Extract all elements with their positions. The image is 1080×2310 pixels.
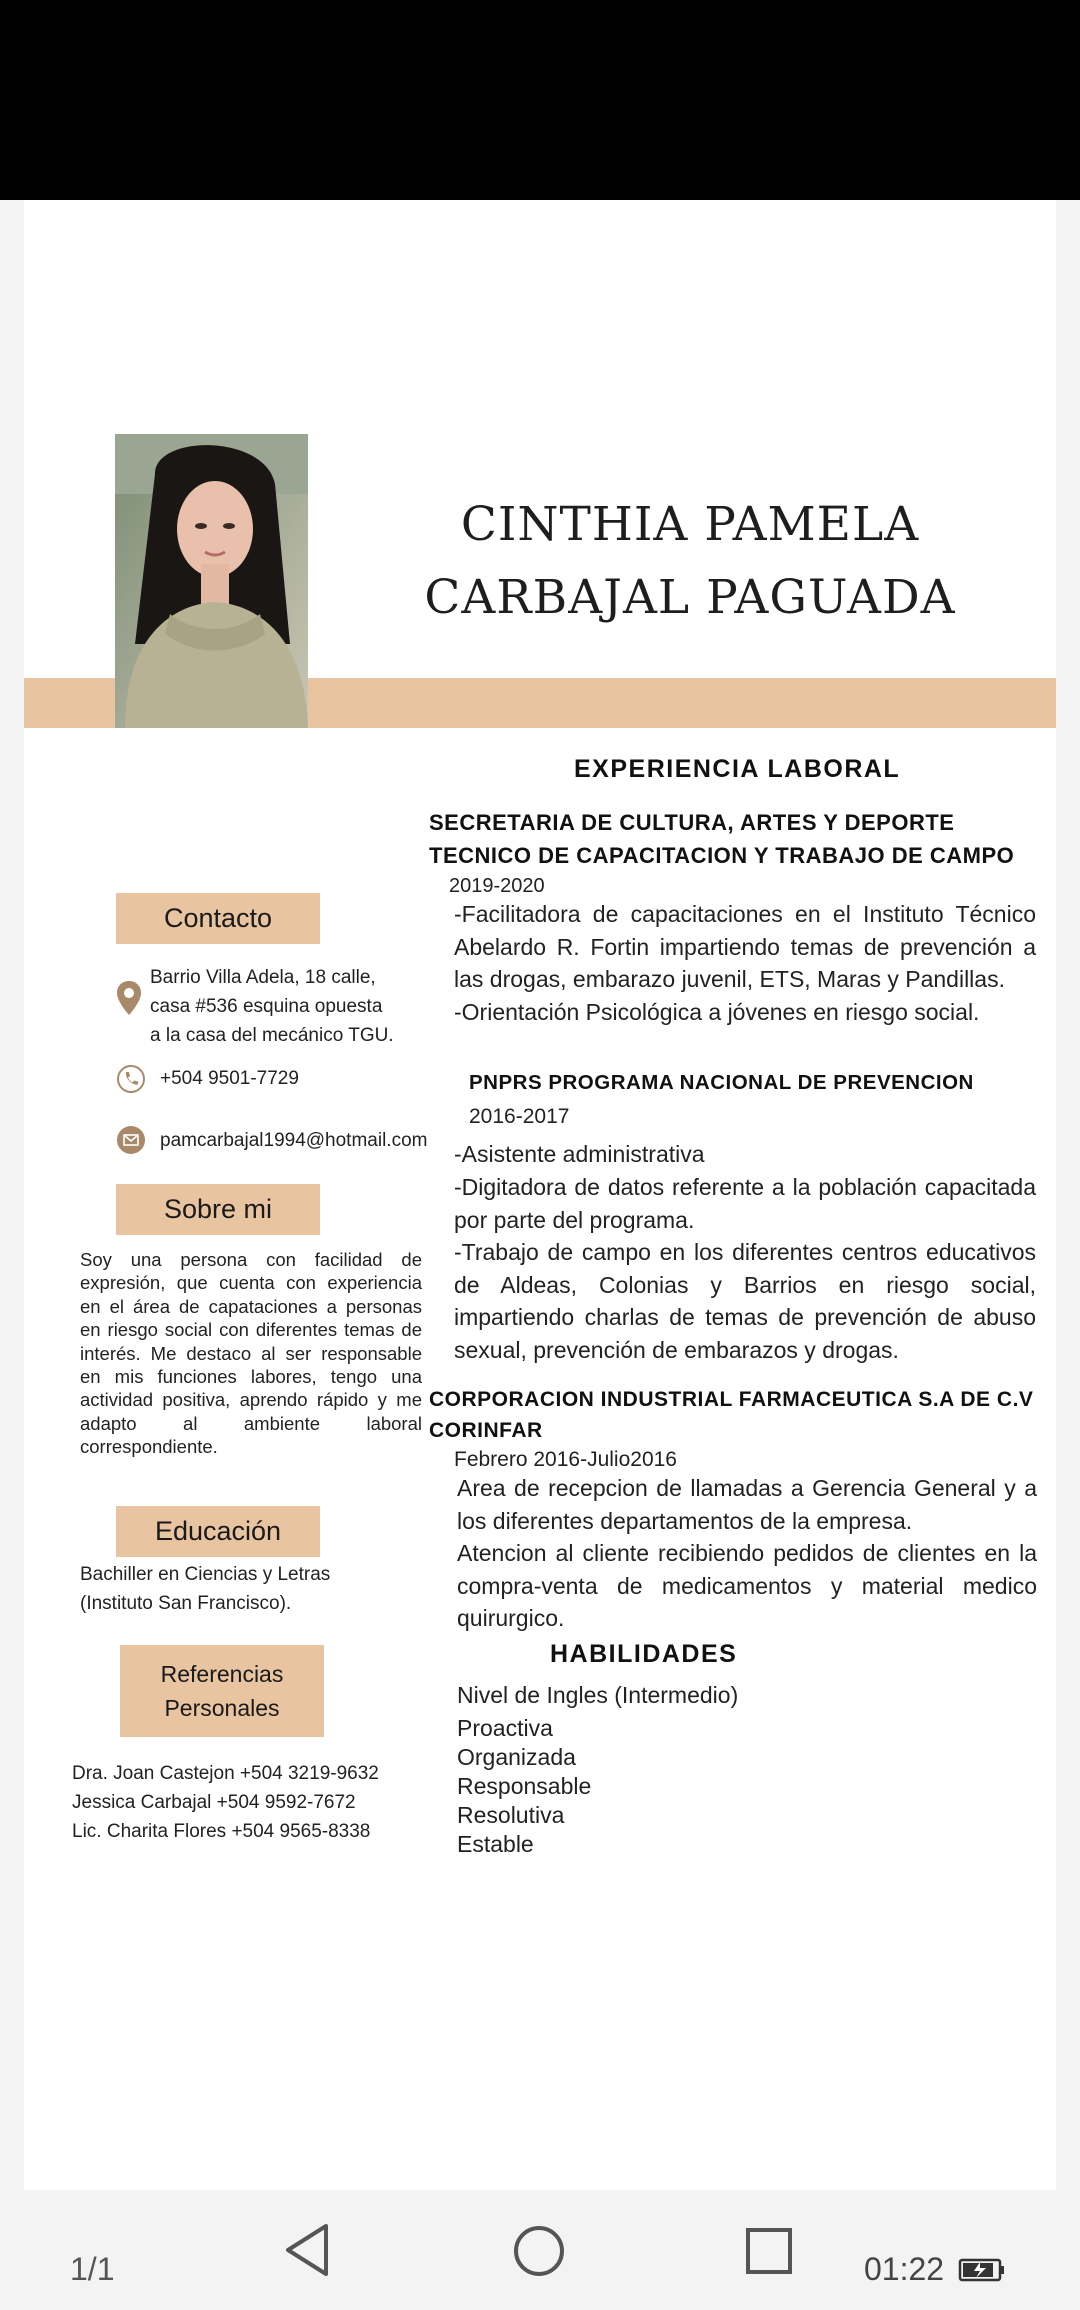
email-address: pamcarbajal1994@hotmail.com bbox=[160, 1130, 428, 1151]
skill-item: Nivel de Ingles (Intermedio) bbox=[457, 1682, 739, 1708]
education-line-2: (Instituto San Francisco). bbox=[80, 1593, 292, 1614]
job2-description-1: -Asistente administrativa bbox=[454, 1141, 705, 1167]
skill-item: Proactiva bbox=[457, 1715, 553, 1741]
job3-title-line-2: CORINFAR bbox=[429, 1419, 543, 1442]
skill-item: Organizada bbox=[457, 1744, 576, 1770]
job2-dates: 2016-2017 bbox=[469, 1105, 570, 1128]
address-line-1: Barrio Villa Adela, 18 calle, bbox=[150, 967, 376, 988]
phone-number: +504 9501-7729 bbox=[160, 1068, 299, 1089]
profile-photo bbox=[115, 434, 308, 728]
back-icon[interactable] bbox=[282, 2222, 332, 2283]
job3-description-1: Area de recepcion de llamadas a Gerencia General y a los diferentes departamentos de la empresa. bbox=[457, 1475, 1037, 1534]
reference-1: Dra. Joan Castejon +504 3219-9632 bbox=[72, 1763, 379, 1784]
home-icon[interactable] bbox=[512, 2224, 566, 2283]
job3-dates: Febrero 2016-Julio2016 bbox=[454, 1448, 677, 1471]
about-text: Soy una persona con facilidad de expresión, que cuenta con experiencia en el área de capataciones a personas en riesgo social con diferentes temas de interés. Me destaco al ser responsable en mis funciones labores, tengo una actividad positiva, aprendo rápido y me adapto al ambiente laboral correspondiente. bbox=[80, 1249, 422, 1458]
address-line-3: a la casa del mecánico TGU. bbox=[150, 1025, 394, 1046]
skill-item: Resolutiva bbox=[457, 1802, 565, 1828]
page-indicator: 1/1 bbox=[70, 2251, 115, 2287]
job2-description-3: -Trabajo de campo en los diferentes centros educativos de Aldeas, Colonias y Barrios en riesgo social, impartiendo charlas de temas de prevención de abuso sexual, prevención de embarazos y drogas. bbox=[454, 1239, 1036, 1363]
contact-heading: Contacto bbox=[116, 893, 320, 944]
about-heading: Sobre mi bbox=[116, 1184, 320, 1235]
reference-3: Lic. Charita Flores +504 9565-8338 bbox=[72, 1821, 371, 1842]
references-heading bbox=[120, 1645, 324, 1737]
skill-item: Responsable bbox=[457, 1773, 592, 1799]
references-heading-line-1: Referencias bbox=[160, 1661, 284, 1687]
skill-item: Estable bbox=[457, 1831, 534, 1857]
name-line-2: CARBAJAL PAGUADA bbox=[424, 570, 956, 625]
references-heading-line-2: Personales bbox=[164, 1695, 280, 1721]
skills-heading: HABILIDADES bbox=[550, 1640, 738, 1668]
job1-description-1: -Facilitadora de capacitaciones en el Instituto Técnico Abelardo R. Fortin impartiendo temas de prevención a las drogas, embarazo juvenil, ETS, Maras y Pandillas. bbox=[454, 901, 1036, 992]
mail-icon bbox=[116, 1125, 146, 1160]
job3-title-line-1: CORPORACION INDUSTRIAL FARMACEUTICA S.A DE C.V bbox=[429, 1388, 1034, 1411]
education-line-1: Bachiller en Ciencias y Letras bbox=[80, 1564, 331, 1585]
job2-title: PNPRS PROGRAMA NACIONAL DE PREVENCION bbox=[469, 1071, 974, 1094]
education-heading: Educación bbox=[116, 1506, 320, 1557]
battery-icon bbox=[958, 2256, 1006, 2289]
experience-heading: EXPERIENCIA LABORAL bbox=[574, 755, 901, 783]
job1-title-line-1: SECRETARIA DE CULTURA, ARTES Y DEPORTE bbox=[429, 810, 955, 835]
job2-description-2: -Digitadora de datos referente a la población capacitada por parte del programa. bbox=[454, 1174, 1036, 1233]
phone-icon bbox=[116, 1064, 146, 1099]
job1-description-2: -Orientación Psicológica a jóvenes en riesgo social. bbox=[454, 999, 980, 1025]
top-black-bar bbox=[0, 0, 1080, 200]
reference-2: Jessica Carbajal +504 9592-7672 bbox=[72, 1792, 356, 1813]
clock-time: 01:22 bbox=[864, 2251, 945, 2287]
address-line-2: casa #536 esquina opuesta bbox=[150, 996, 383, 1017]
name-line-1: CINTHIA PAMELA bbox=[460, 497, 920, 552]
job1-dates: 2019-2020 bbox=[449, 875, 545, 897]
location-pin-icon bbox=[116, 980, 142, 1021]
job3-description-2: Atencion al cliente recibiendo pedidos de clientes en la compra-venta de medicamentos y material medico quirurgico. bbox=[457, 1540, 1037, 1631]
recents-icon[interactable] bbox=[744, 2226, 794, 2281]
job1-title-line-2: TECNICO DE CAPACITACION Y TRABAJO DE CAMPO bbox=[429, 843, 1015, 868]
